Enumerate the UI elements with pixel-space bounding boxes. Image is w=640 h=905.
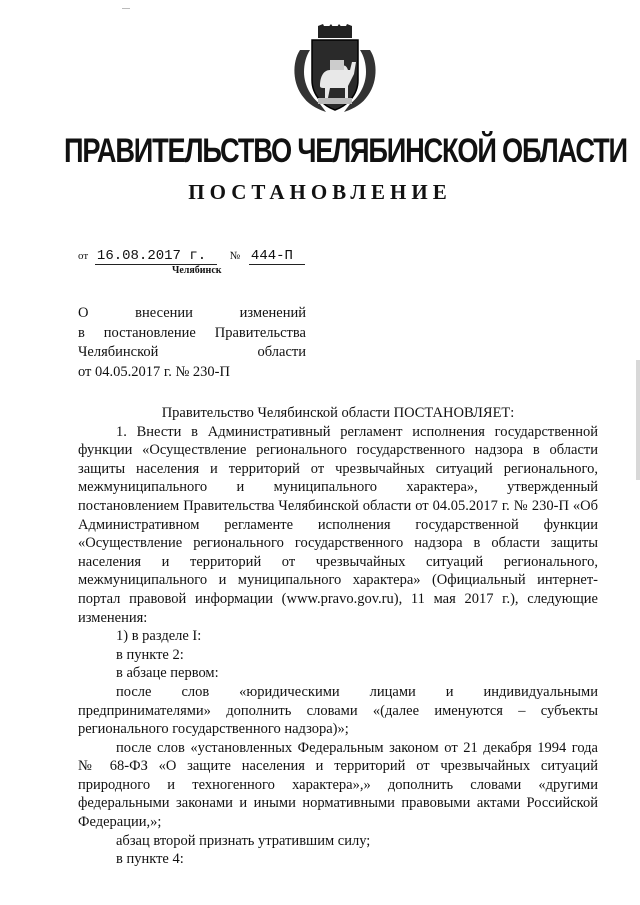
subject-line: Челябинской области [78,344,306,360]
document-subject [78,304,306,382]
chelyabinsk-coat-of-arms-icon [290,24,380,116]
subject-line: О внесении изменений [78,305,306,321]
subject-line: от 04.05.2017 г. № 230-П [78,363,230,380]
paragraph: в пункте 2: [116,646,184,663]
document-body [78,404,598,869]
paragraph: 1) в разделе I: [116,628,202,645]
scan-edge-artifact [636,360,640,480]
from-label: от [78,250,89,262]
paragraph: в пункте 4: [116,851,184,868]
paragraph: после слов «юридическими лицами и индивидуальными предпринимателями» дополнить словами «(далее именуются – субъекты регионального государственного надзора)»; [78,683,598,738]
subject-line: в постановление Правительства [78,324,306,341]
document-date: 16.08.2017 г. [95,248,217,265]
document-type: ПОСТАНОВЛЕНИЕ [188,180,452,204]
registration-line [78,248,305,265]
government-title: ПРАВИТЕЛЬСТВО ЧЕЛЯБИНСКОЙ ОБЛАСТИ [64,132,627,170]
number-label: № [229,250,241,262]
preamble: Правительство Челябинской области ПОСТАНОВЛЯЕТ: [161,405,515,421]
scan-artifact [122,8,130,9]
paragraph: 1. Внести в Административный регламент исполнения государственной функции «Осуществление регионального государственного надзора в области защиты населения и территорий от чрезвычайных ситуаций регионального, межмуниципального и муниципального характера», утвержденный постановлением Правительства Челябинской области от 04.05.2017 г. № 230-П «Об Административном регламенте исполнения государственной функции «Осуществление регионального государственного надзора в области защиты населения и территорий от чрезвычайных ситуаций регионального, межмуниципального и муниципального характера» (Официальный интернет-портал правовой информации (www.pravo.gov.ru), 11 мая 2017 г.), следующие изменения: [78,423,598,626]
paragraph: после слов «установленных Федеральным законом от 21 декабря 1994 года № 68-ФЗ «О защите населения и территорий от чрезвычайных ситуаций природного и техногенного характера»,» дополнить словами «другими федеральными законами и иными нормативными правовыми актами Российской Федерации,»; [78,739,598,831]
paragraph: абзац второй признать утратившим силу; [116,832,371,849]
city-name: Челябинск [172,265,222,276]
paragraph: в абзаце первом: [116,665,219,682]
document-number: 444-П [249,248,305,265]
